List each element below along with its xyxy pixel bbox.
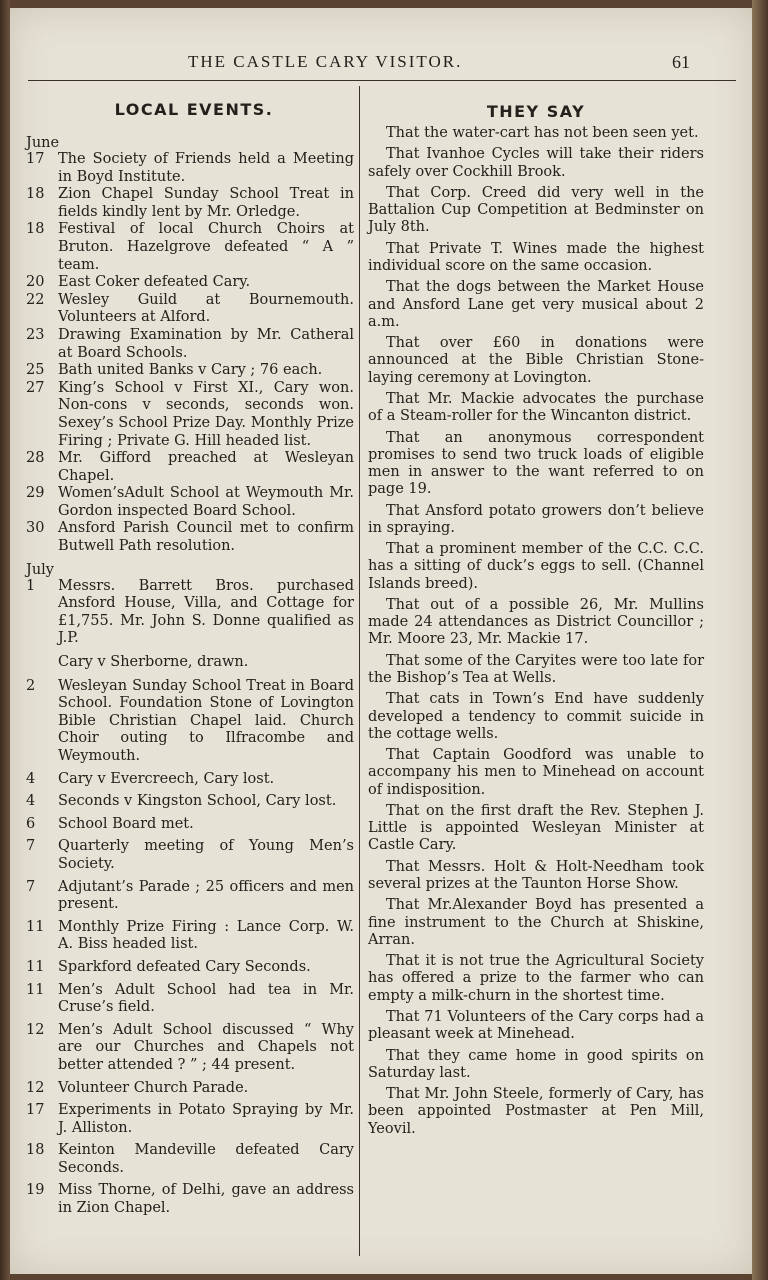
event-day: 7 [26, 838, 36, 855]
event-entry [24, 678, 354, 766]
event-text: Wesleyan Sunday School Treat in Board School. Foundation Stone of Lovington Bible Christian Chapel laid. Church Choir outing to Ilfracombe and Weymouth. [58, 677, 354, 764]
event-day: 18 [26, 221, 45, 238]
event-text: School Board met. [58, 815, 194, 832]
event-day: 11 [26, 918, 45, 935]
event-entry [24, 450, 354, 485]
running-title: THE CASTLE CARY VISITOR. [188, 52, 463, 71]
event-entry [24, 186, 354, 221]
they-say-item: That Corp. Creed did very well in the Battalion Cup Competition at Bedminster on July 8th. [368, 184, 704, 236]
event-entry [24, 274, 354, 292]
event-text: Volunteer Church Parade. [58, 1079, 249, 1096]
event-entry [24, 816, 354, 834]
event-entry [24, 221, 354, 274]
july-events-list [24, 678, 354, 1218]
they-say-column [368, 98, 704, 1142]
event-text: Sparkford defeated Cary Seconds. [58, 958, 311, 975]
they-say-item: That Ivanhoe Cycles will take their riders safely over Cockhill Brook. [368, 146, 704, 180]
they-say-item: That Captain Goodford was unable to accompany his men to Minehead on account of indisposition. [368, 747, 704, 798]
event-text: Miss Thorne, of Delhi, gave an address in Zion Chapel. [58, 1182, 354, 1217]
they-say-list [368, 125, 704, 1138]
event-text: Experiments in Potato Spraying by Mr. J. Alliston. [58, 1102, 354, 1136]
event-entry [24, 1182, 354, 1217]
they-say-item: That Ansford potato growers don’t believe in spraying. [368, 502, 704, 536]
event-day: 18 [26, 186, 45, 203]
they-say-item: That Messrs. Holt & Holt-Needham took several prizes at the Taunton Horse Show. [368, 858, 704, 892]
event-entry [24, 1142, 354, 1177]
they-say-item: That some of the Caryites were too late for the Bishop’s Tea at Wells. [368, 652, 704, 686]
event-day: 25 [26, 362, 45, 379]
event-entry [24, 919, 354, 954]
event-text: Bath united Banks v Cary ; 76 each. [58, 362, 323, 379]
event-text: East Coker defeated Cary. [58, 274, 251, 291]
event-text: King’s School v First XI., Cary won. Non-cons v seconds, seconds won. Sexey’s School Prize Day. Monthly Prize Firing ; Private G. Hill headed list. [58, 379, 354, 449]
they-say-item: That the water-cart has not been seen yet. [386, 125, 699, 141]
they-say-item: That 71 Volunteers of the Cary corps had a pleasant week at Minehead. [368, 1008, 704, 1043]
event-entry [24, 793, 354, 811]
event-entry [24, 520, 354, 555]
local-events-heading: LOCAL EVENTS. [114, 100, 274, 119]
event-day: 11 [26, 981, 45, 998]
event-text: Wesley Guild at Bournemouth. Volunteers at Alford. [58, 291, 354, 326]
event-day: 4 [26, 770, 36, 787]
event-day: 19 [26, 1182, 45, 1199]
event-entry [24, 327, 354, 362]
book-binding-left [0, 0, 10, 1280]
event-day: 18 [26, 1142, 45, 1159]
event-day: 4 [26, 793, 36, 810]
event-entry [24, 1080, 354, 1098]
header-rule [28, 80, 736, 81]
event-day: 27 [26, 379, 45, 396]
event-entry-continued: Cary v Sherborne, drawn. [58, 654, 249, 671]
magazine-page [10, 8, 752, 1274]
event-day: 12 [26, 1021, 45, 1038]
event-entry [24, 879, 354, 914]
they-say-heading: THEY SAY [486, 102, 586, 121]
event-text: The Society of Friends held a Meeting in Boyd Institute. [58, 151, 354, 185]
event-entry [24, 485, 354, 520]
event-text: Adjutant’s Parade ; 25 officers and men present. [58, 878, 354, 913]
event-entry [24, 380, 354, 450]
month-label-july: July [26, 561, 54, 578]
event-text: Messrs. Barrett Bros. purchased Ansford House, Villa, and Cottage for £1,755. Mr. John S. Donne qualified as J.P. [58, 577, 354, 647]
event-text: Keinton Mandeville defeated Cary Seconds. [58, 1142, 354, 1176]
event-text: Monthly Prize Firing : Lance Corp. W. A. Biss headed list. [58, 918, 354, 953]
event-day: 29 [26, 485, 45, 502]
event-day: 23 [26, 326, 45, 343]
event-entry [24, 578, 354, 648]
event-text: Cary v Evercreech, Cary lost. [58, 770, 275, 787]
event-text: Mr. Gifford preached at Wesleyan Chapel. [58, 450, 354, 484]
event-entry [24, 1022, 354, 1075]
event-day: 12 [26, 1079, 45, 1096]
event-day: 6 [26, 815, 36, 832]
event-text: Seconds v Kingston School, Cary lost. [58, 793, 337, 810]
event-day: 11 [26, 958, 45, 975]
they-say-item: That Mr. John Steele, formerly of Cary, has been appointed Postmaster at Pen Mill, Yeovil. [368, 1086, 704, 1137]
event-text: Drawing Examination by Mr. Catheral at Board Schools. [58, 326, 354, 361]
they-say-item: That Private T. Wines made the highest individual score on the same occasion. [368, 240, 704, 274]
event-day: 22 [26, 291, 45, 308]
june-events-list [24, 151, 354, 556]
they-say-item: That they came home in good spirits on Saturday last. [368, 1047, 704, 1081]
event-day: 20 [26, 274, 45, 291]
event-day: 2 [26, 677, 36, 694]
event-text: Men’s Adult School discussed “ Why are our Churches and Chapels not better attended ? ” ; 44 present. [58, 1021, 354, 1073]
event-day: 28 [26, 450, 45, 467]
they-say-item: That cats in Town’s End have suddenly developed a tendency to commit suicide in the cottage wells. [368, 691, 704, 742]
event-text: Men’s Adult School had tea in Mr. Cruse’s field. [58, 981, 354, 1016]
event-entry [24, 1102, 354, 1137]
they-say-item: That out of a possible 26, Mr. Mullins made 24 attendances as District Councillor ; Mr. Moore 23, Mr. Mackie 17. [368, 596, 704, 648]
event-entry [24, 771, 354, 789]
they-say-item: That an anonymous correspondent promises to send two truck loads of eligible men in answer to the want referred to on page 19. [368, 429, 704, 498]
event-day: 30 [26, 520, 45, 537]
event-text: Festival of local Church Choirs at Bruton. Hazelgrove defeated “ A ” team. [58, 221, 354, 273]
event-entry [24, 959, 354, 977]
event-text: Zion Chapel Sunday School Treat in fields kindly lent by Mr. Orledge. [58, 186, 354, 220]
event-day: 7 [26, 878, 36, 895]
book-binding-right [752, 0, 768, 1280]
they-say-item: That Mr.Alexander Boyd has presented a fine instrument to the Church at Shiskine, Arran. [368, 897, 704, 948]
event-text: Quarterly meeting of Young Men’s Society. [58, 838, 354, 872]
event-day: 17 [26, 151, 45, 167]
local-events-column [24, 88, 354, 1218]
they-say-item: That a prominent member of the C.C. C.C. has a sitting of duck’s eggs to sell. (Channel Islands breed). [368, 541, 704, 592]
they-say-item: That Mr. Mackie advocates the purchase of a Steam-roller for the Wincanton district. [368, 390, 704, 425]
they-say-item: That it is not true the Agricultural Society has offered a prize to the farmer who can empty a milk-churn in the shortest time. [368, 953, 704, 1004]
they-say-item: That over £60 in donations were announced at the Bible Christian Stone-laying ceremony at Lovington. [368, 335, 704, 386]
event-entry [24, 982, 354, 1017]
event-day: 17 [26, 1102, 45, 1119]
they-say-item: That the dogs between the Market House and Ansford Lane get very musical about 2 a.m. [368, 279, 704, 330]
event-entry [24, 838, 354, 873]
event-text: Women’sAdult School at Weymouth Mr. Gordon inspected Board School. [58, 485, 354, 519]
page-number: 61 [672, 52, 690, 72]
event-text: Ansford Parish Council met to confirm Butwell Path resolution. [58, 520, 354, 555]
column-divider [359, 86, 360, 1256]
they-say-item: That on the first draft the Rev. Stephen J. Little is appointed Wesleyan Minister at Castle Cary. [368, 802, 704, 854]
event-day: 1 [26, 577, 36, 594]
event-entry [24, 362, 354, 380]
month-label-june: June [26, 135, 60, 151]
event-entry [24, 292, 354, 327]
event-entry [24, 151, 354, 186]
